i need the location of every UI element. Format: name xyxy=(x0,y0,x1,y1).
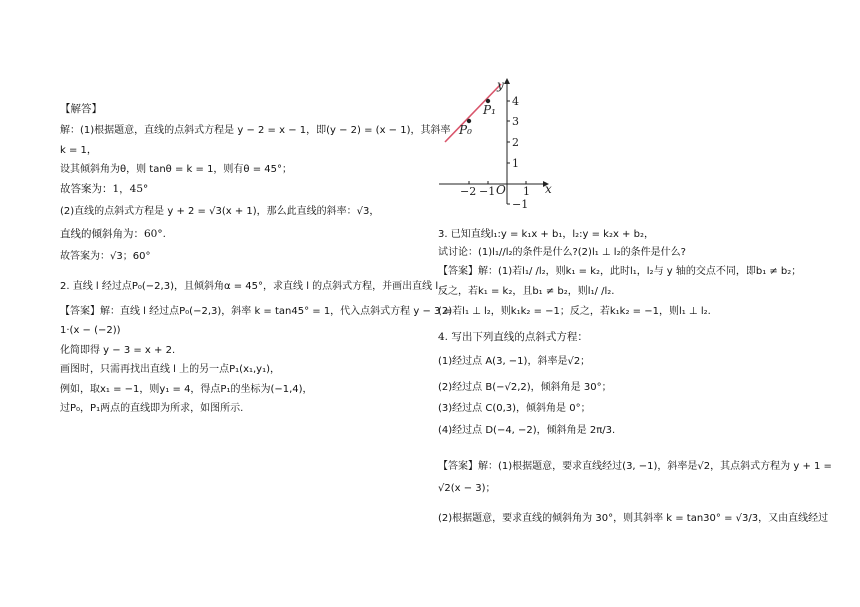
y-tick-label: 1 xyxy=(512,157,519,170)
question-3: 3. 已知直线l₁:y = k₁x + b₁，l₂:y = k₂x + b₂， xyxy=(438,229,654,240)
text-line: (1)经过点 A(3, −1)，斜率是√2； xyxy=(438,356,591,367)
text-line: 反之，若k₁ = k₂，且b₁ ≠ b₂，则l₁/ /l₂. xyxy=(438,286,615,297)
answer-heading: 【解答】 xyxy=(60,103,102,115)
text-line: √2(x − 3)； xyxy=(438,483,496,494)
text-line: (2)若l₁ ⊥ l₂，则k₁k₂ = −1；反之，若k₁k₂ = −1，则l₁ ⊥ l₂. xyxy=(438,306,711,317)
text-line: 过P₀，P₁两点的直线即为所求，如图所示. xyxy=(60,403,244,414)
text-line: 试讨论：(1)l₁//l₂的条件是什么?(2)l₁ ⊥ l₂的条件是什么? xyxy=(438,247,686,258)
question-4: 4. 写出下列直线的点斜式方程： xyxy=(438,331,588,343)
x-tick-label: −1 xyxy=(479,185,496,198)
y-tick-label: 3 xyxy=(512,115,519,128)
text-line: 1·(x − (−2)) xyxy=(60,325,121,336)
p0-label: P₀ xyxy=(459,123,472,137)
text-line: (4)经过点 D(−4, −2)，倾斜角是 2π/3. xyxy=(438,425,616,436)
text-line: (2)经过点 B(−√2,2)，倾斜角是 30°； xyxy=(438,382,612,393)
text-line: 【答案】解：直线 l 经过点P₀(−2,3)，斜率 k = tan45° = 1，代入点斜式方程 y − 3 = xyxy=(60,306,452,317)
y-tick-label: 4 xyxy=(512,95,519,108)
y-tick-label: 2 xyxy=(512,136,519,149)
text-line: 解：(1)根据题意，直线的点斜式方程是 y − 2 = x − 1，即(y − 2) = (x − 1)，其斜率 xyxy=(60,125,451,136)
origin-label: O xyxy=(496,183,506,197)
text-line: (3)经过点 C(0,3)，倾斜角是 0°； xyxy=(438,403,591,414)
text-line: (2)根据题意，要求直线的倾斜角为 30°，则其斜率 k = tan30° = √3/3，又由直线经过 xyxy=(438,513,829,524)
text-line: 直线的倾斜角为：60°. xyxy=(60,228,166,240)
text-line: (2)直线的点斜式方程是 y + 2 = √3(x + 1)，那么此直线的斜率：√3， xyxy=(60,206,380,217)
p1-label: P₁ xyxy=(483,103,496,117)
text-line: 化简即得 y − 3 = x + 2. xyxy=(60,345,176,356)
x-tick-label: 1 xyxy=(523,185,530,198)
x-tick-label: −2 xyxy=(460,185,477,198)
text-line: 故答案为：1，45° xyxy=(60,183,149,195)
coordinate-graph xyxy=(437,76,555,216)
text-line: 【答案】解：(1)若l₁/ /l₂，则k₁ = k₂，此时l₁，l₂与 y 轴的交点不同，即b₁ ≠ b₂； xyxy=(438,266,802,277)
x-axis-label: x xyxy=(545,182,552,196)
y-axis-arrow xyxy=(504,78,510,84)
text-line: 设其倾斜角为θ，则 tanθ = k = 1，则有θ = 45°； xyxy=(60,164,293,175)
text-line: 故答案为：√3；60° xyxy=(60,251,151,262)
y-tick-label: −1 xyxy=(512,198,529,211)
y-axis-label: y xyxy=(497,78,504,92)
text-line: 例如，取x₁ = −1，则y₁ = 4，得点P₁的坐标为(−1,4)， xyxy=(60,384,313,395)
text-line: 画图时，只需再找出直线 l 上的另一点P₁(x₁,y₁)， xyxy=(60,364,281,375)
question-2: 2. 直线 l 经过点P₀(−2,3)，且倾斜角α = 45°，求直线 l 的点斜式方程，并画出直线 l. xyxy=(60,281,442,292)
text-line: 【答案】解：(1)根据题意，要求直线经过(3, −1)，斜率是√2，其点斜式方程为 y + 1 = xyxy=(438,461,832,472)
text-line: k = 1， xyxy=(60,145,97,156)
